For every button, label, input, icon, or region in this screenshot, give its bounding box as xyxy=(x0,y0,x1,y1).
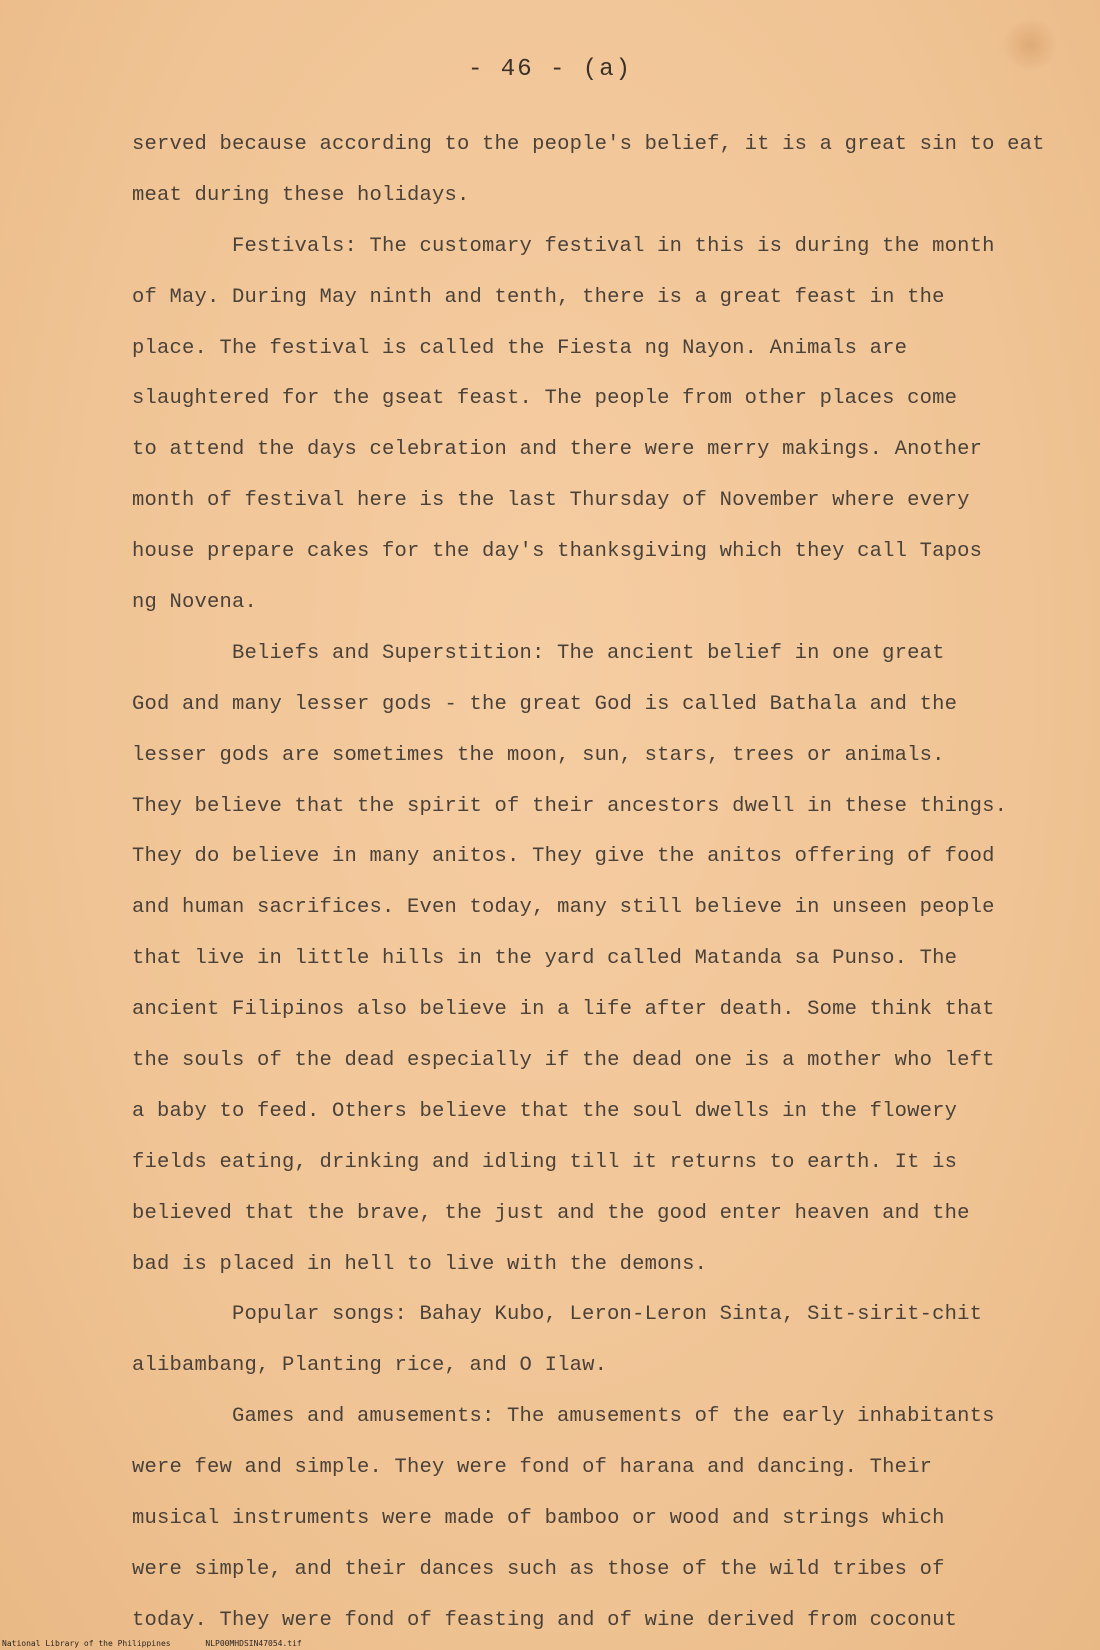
text-line: fields eating, drinking and idling till it returns to earth. It is xyxy=(132,1150,958,1174)
text-line: musical instruments were made of bamboo or wood and strings which xyxy=(132,1507,945,1531)
text-line: that live in little hills in the yard called Matanda sa Punso. The xyxy=(132,947,958,971)
text-line: They do believe in many anitos. They give the anitos offering of food xyxy=(132,845,995,869)
text-line: of May. During May ninth and tenth, there is a great feast in the xyxy=(132,285,945,309)
text-line: were simple, and their dances such as those of the wild tribes of xyxy=(132,1557,945,1581)
text-line: lesser gods are sometimes the moon, sun, stars, trees or animals. xyxy=(132,743,945,767)
text-line: believed that the brave, the just and the good enter heaven and the xyxy=(132,1201,970,1225)
text-line: place. The festival is called the Fiesta ng Nayon. Animals are xyxy=(132,336,908,360)
text-line: alibambang, Planting rice, and O Ilaw. xyxy=(132,1354,608,1378)
text-line: were few and simple. They were fond of harana and dancing. Their xyxy=(132,1456,933,1480)
text-line: ancient Filipinos also believe in a life after death. Some think that xyxy=(132,998,995,1022)
footer-filename: NLP00MHDSIN47054.tif xyxy=(205,1639,302,1648)
text-line: served because according to the people's belief, it is a great sin to eat xyxy=(132,133,1045,156)
body-text xyxy=(132,120,1072,1647)
paragraph-heading-songs: Popular songs: Bahay Kubo, Leron-Leron Sinta, Sit-sirit-chit xyxy=(232,1303,983,1327)
scan-footer xyxy=(2,1639,332,1648)
text-line: meat during these holidays. xyxy=(132,183,470,207)
page-number: - 46 - (a) xyxy=(467,56,633,83)
text-line: ng Novena. xyxy=(132,591,258,615)
text-line: bad is placed in hell to live with the demons. xyxy=(132,1252,708,1276)
text-line: house prepare cakes for the day's thanksgiving which they call Tapos xyxy=(132,540,983,564)
paragraph-heading-games: Games and amusements: The amusements of the early inhabitants xyxy=(232,1405,995,1429)
text-line: They believe that the spirit of their ancestors dwell in these things. xyxy=(132,794,1008,818)
text-line: and human sacrifices. Even today, many still believe in unseen people xyxy=(132,896,995,920)
text-line: slaughtered for the gseat feast. The people from other places come xyxy=(132,387,958,411)
text-line: to attend the days celebration and there were merry makings. Another xyxy=(132,438,983,462)
text-line: month of festival here is the last Thursday of November where every xyxy=(132,489,970,513)
text-line: the souls of the dead especially if the dead one is a mother who left xyxy=(132,1049,995,1073)
paragraph-heading-beliefs: Beliefs and Superstition: The ancient belief in one great xyxy=(232,641,945,665)
text-line: today. They were fond of feasting and of wine derived from coconut xyxy=(132,1608,958,1632)
paragraph-heading-festivals: Festivals: The customary festival in this is during the month xyxy=(232,234,995,258)
text-line: God and many lesser gods - the great God is called Bathala and the xyxy=(132,692,958,716)
footer-library: National Library of the Philippines xyxy=(2,1639,171,1648)
text-line: a baby to feed. Others believe that the soul dwells in the flowery xyxy=(132,1099,958,1123)
